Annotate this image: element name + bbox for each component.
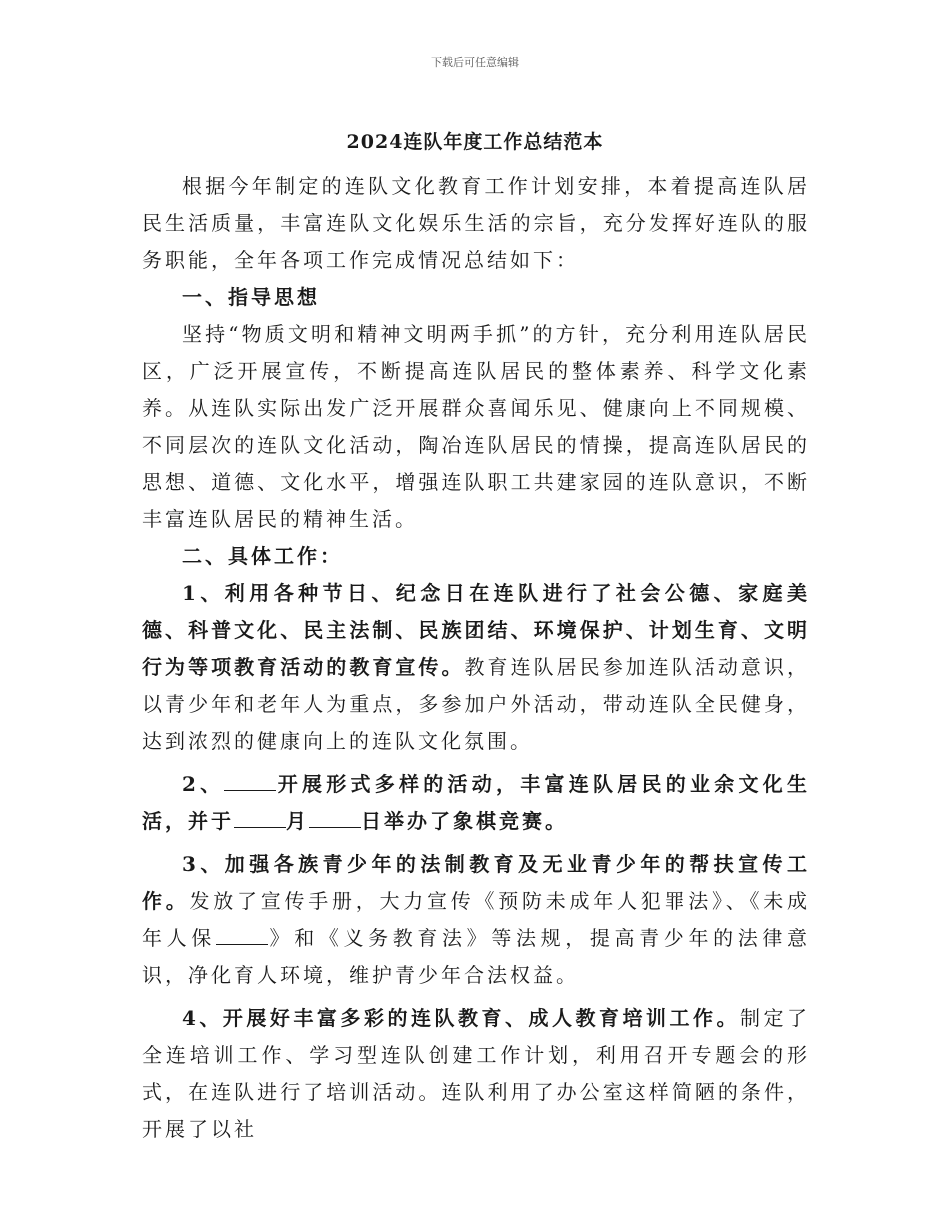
work-item-2-number: 2、 <box>182 772 225 796</box>
work-item-1-lead: 1、利用各种节日、纪念日在连队进行了社会公德、家庭美德、科普文化、民主法制、民族团结、环境保护、计划生育、文明行为等项教育活动的教育宣传。 <box>142 581 810 679</box>
work-item-1-text: 教育连队居民参加连队活动意识，以青少年和老年人为重点，多参加户外活动，带动连队全民健身，达到浓烈的健康向上的连队文化氛围。 <box>142 655 810 753</box>
header-note: 下载后可任意编辑 <box>431 56 519 69</box>
work-item-4-lead: 4、开展好丰富多彩的连队教育、成人教育培训工作。 <box>182 1006 740 1030</box>
guiding-ideology-paragraph: 坚持“物质文明和精神文明两手抓”的方针，充分利用连队居民区，广泛开展宣传，不断提高连队居民的整体素养、科学文化素养。从连队实际出发广泛开展群众喜闻乐见、健康向上不同规模、不同层次的连队文化活动，陶冶连队居民的情操，提高连队居民的思想、道德、文化水平，增强连队职工共建家园的连队意识，不断丰富连队居民的精神生活。 <box>142 322 810 531</box>
work-item-2 <box>142 766 810 840</box>
section-heading-guiding-ideology: 一、指导思想 <box>182 285 320 309</box>
blank-line <box>216 922 268 945</box>
section-heading-specific-work: 二、具体工作： <box>182 544 343 568</box>
blank-line <box>234 805 286 828</box>
work-item-3-text-b: 》和《义务教育法》等法规，提高青少年的法律意识，净化育人环境，维护青少年合法权益。 <box>142 926 811 987</box>
intro-paragraph: 根据今年制定的连队文化教育工作计划安排，本着提高连队居民生活质量，丰富连队文化娱乐生活的宗旨，充分发挥好连队的服务职能，全年各项工作完成情况总结如下： <box>142 174 810 272</box>
work-item-4 <box>142 1000 810 1148</box>
work-item-3 <box>142 846 810 994</box>
work-item-2-month: 月 <box>286 809 309 833</box>
work-item-3-lead: 3、加强各族青少年的法制教育及无业青少年的帮扶宣传工作。 <box>142 852 810 913</box>
blank-line <box>224 768 276 791</box>
document-title: 2024连队年度工作总结范本 <box>346 131 604 153</box>
work-item-4-text: 制定了全连培训工作、学习型连队创建工作计划，利用召开专题会的形式，在连队进行了培训活动。连队利用了办公室这样简陋的条件，开展了以社 <box>142 1006 811 1141</box>
work-item-1 <box>142 575 810 760</box>
document-body <box>142 168 810 1148</box>
work-item-2-text: 开展形式多样的活动，丰富连队居民的业余文化生活，并于 <box>142 772 811 833</box>
blank-line <box>309 805 361 828</box>
work-item-3-text-a: 发放了宣传手册，大力宣传《预防未成年人犯罪法》、《未成年人保 <box>142 889 810 950</box>
work-item-2-end: 日举办了象棋竞赛。 <box>361 809 568 833</box>
